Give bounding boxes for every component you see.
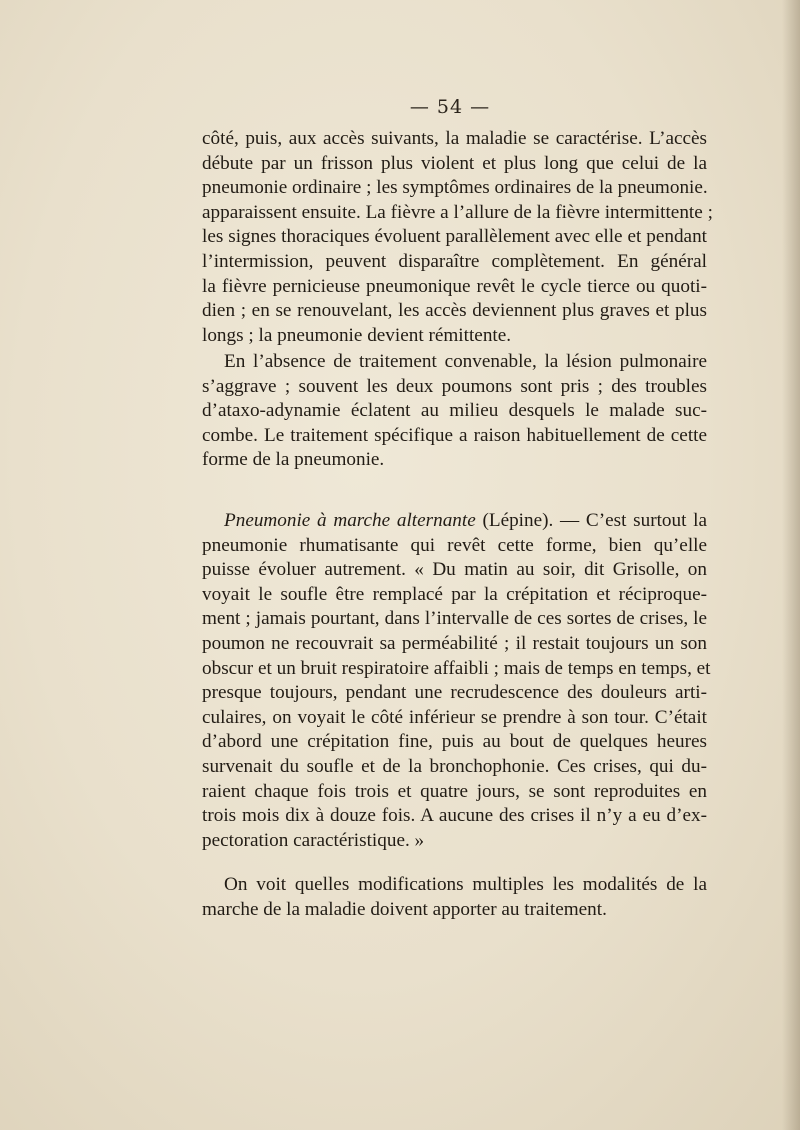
text-line: s’aggrave ; souvent les deux poumons sont pris ; des troubles	[202, 375, 707, 397]
text-line: poumon ne recouvrait sa perméabilité ; il restait toujours un son	[202, 632, 707, 654]
text-line: pneumonie ordinaire ; les symptômes ordinaires de la pneumonie.	[202, 177, 708, 199]
text-line: débute par un frisson plus violent et plus long que celui de la	[202, 152, 707, 174]
text-line: obscur et un bruit respiratoire affaibli ; mais de temps en temps, et	[202, 657, 711, 679]
text-line: les signes thoraciques évoluent parallèlement avec elle et pendant	[202, 226, 707, 248]
text-line: longs ; la pneumonie devient rémittente.	[202, 324, 512, 346]
text-line: l’intermission, peuvent disparaître complètement. En général	[202, 250, 707, 272]
text-line: On voit quelles modifications multiples les modalités de la	[224, 874, 707, 895]
text-line: la fièvre pernicieuse pneumonique revêt le cycle tierce ou quoti-	[202, 275, 707, 297]
text-line: survenait du soufle et de la bronchophonie. Ces crises, qui du-	[202, 755, 707, 777]
text-line: puisse évoluer autrement. « Du matin au soir, dit Grisolle, on	[202, 559, 707, 581]
text-line: En l’absence de traitement convenable, la lésion pulmonaire	[224, 351, 707, 372]
text-line: côté, puis, aux accès suivants, la maladie se caractérise. L’accès	[202, 128, 707, 149]
paragraph-4	[202, 873, 707, 922]
text-line: culaires, on voyait le côté inférieur se prendre à son tour. C’était	[202, 706, 707, 728]
text-line: apparaissent ensuite. La fièvre a l’allure de la fièvre intermittente ;	[202, 201, 713, 223]
text-line: pneumonie rhumatisante qui revêt cette forme, bien qu’elle	[202, 534, 707, 556]
page-number: — 54 —	[409, 96, 491, 118]
paragraph-2	[202, 350, 707, 473]
text-line: dien ; en se renouvelant, les accès deviennent plus graves et plus	[202, 300, 707, 322]
text-line: voyait le soufle être remplacé par la crépitation et réciproque-	[202, 583, 707, 605]
text-line: forme de la pneumonie.	[202, 449, 385, 471]
text-line: d’abord une crépitation fine, puis au bout de quelques heures	[202, 731, 707, 753]
section-heading: Pneumonie à marche alternante	[224, 510, 476, 531]
text-line: presque toujours, pendant une recrudescence des douleurs arti-	[202, 682, 707, 704]
paragraph-3	[202, 509, 711, 853]
page-edge-shadow	[782, 0, 800, 1130]
text-fragment: (Lépine). — C’est surtout la	[475, 510, 707, 531]
paragraph-1	[202, 127, 713, 348]
text-line: raient chaque fois trois et quatre jours, se sont reproduites en	[202, 780, 707, 802]
text-line: combe. Le traitement spécifique a raison habituellement de cette	[202, 424, 707, 446]
text-line: d’ataxo-adynamie éclatent au milieu desquels le malade suc-	[202, 400, 707, 422]
text-line: marche de la maladie doivent apporter au traitement.	[202, 898, 607, 920]
text-line-with-heading	[202, 509, 707, 534]
text-line: trois mois dix à douze fois. A aucune des crises il n’y a eu d’ex-	[202, 805, 707, 827]
text-line: pectoration caractéristique. »	[202, 829, 425, 851]
text-line: ment ; jamais pourtant, dans l’intervalle de ces sortes de crises, le	[202, 608, 707, 630]
